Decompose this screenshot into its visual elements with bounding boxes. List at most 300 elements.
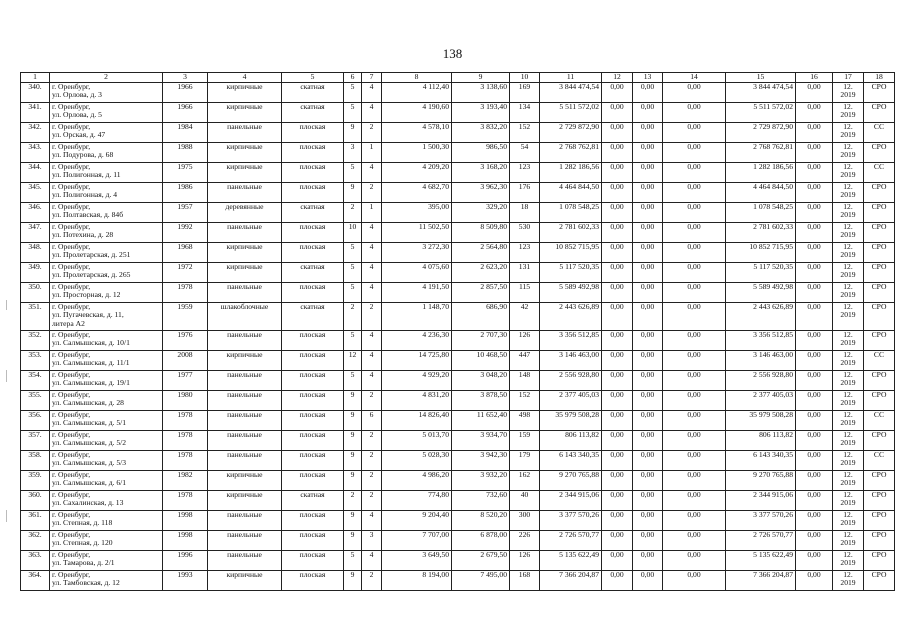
regional-funds-cell: 0,00	[633, 282, 663, 302]
address-line: г. Оренбург,	[52, 390, 91, 399]
other-funds-cell: 0,00	[796, 222, 833, 242]
address-line: ул. Подурова, д. 68	[52, 150, 114, 160]
column-number-header: 17	[833, 73, 864, 83]
floors-cell: 5	[344, 282, 362, 302]
fund-method-cell: СРО	[864, 202, 895, 222]
total-cost-cell: 5 117 520,35	[540, 262, 602, 282]
total-cost-cell: 2 726 570,77	[540, 530, 602, 550]
other-funds-cell: 0,00	[796, 550, 833, 570]
completion-date-cell	[833, 390, 864, 410]
header-row	[21, 73, 895, 83]
wall-material-cell: панельные	[208, 370, 282, 390]
address-line: ул. Просторная, д. 12	[52, 290, 121, 300]
total-area-cell: 8 194,00	[382, 570, 452, 590]
residents-cell: 498	[510, 410, 540, 430]
federal-funds-cell: 0,00	[602, 262, 633, 282]
total-cost-cell: 9 270 765,88	[540, 470, 602, 490]
address-cell	[50, 102, 163, 122]
roof-type-cell: плоская	[282, 370, 344, 390]
address-cell	[50, 302, 163, 330]
table-row	[21, 550, 895, 570]
completion-year: 2019	[840, 498, 856, 508]
address-line: г. Оренбург,	[52, 242, 91, 251]
municipal-funds-cell: 0,00	[663, 410, 726, 430]
completion-month: 12.	[843, 330, 853, 339]
federal-funds-cell: 0,00	[602, 242, 633, 262]
fund-method-cell: СРО	[864, 142, 895, 162]
municipal-funds-cell: 0,00	[663, 142, 726, 162]
roof-type-cell: скатная	[282, 82, 344, 102]
regional-funds-cell: 0,00	[633, 222, 663, 242]
regional-funds-cell: 0,00	[633, 202, 663, 222]
address-line: ул. Полигонная, д. 11	[52, 170, 121, 180]
address-cell	[50, 330, 163, 350]
address-cell	[50, 470, 163, 490]
total-area-cell: 774,80	[382, 490, 452, 510]
table-row	[21, 410, 895, 430]
table-row	[21, 450, 895, 470]
year-built-cell: 1978	[163, 282, 208, 302]
floors-cell: 10	[344, 222, 362, 242]
regional-funds-cell: 0,00	[633, 242, 663, 262]
table-row	[21, 490, 895, 510]
completion-month: 12.	[843, 350, 853, 359]
municipal-funds-cell: 0,00	[663, 430, 726, 450]
floors-cell: 9	[344, 470, 362, 490]
total-cost-cell: 2 768 762,81	[540, 142, 602, 162]
completion-month: 12.	[843, 282, 853, 291]
federal-funds-cell: 0,00	[602, 350, 633, 370]
total-cost-cell: 2 344 915,06	[540, 490, 602, 510]
completion-year: 2019	[840, 210, 856, 220]
completion-year: 2019	[840, 338, 856, 348]
completion-month: 12.	[843, 510, 853, 519]
fund-method-cell: СРО	[864, 550, 895, 570]
other-funds-cell: 0,00	[796, 510, 833, 530]
federal-funds-cell: 0,00	[602, 330, 633, 350]
other-funds-cell: 0,00	[796, 302, 833, 330]
entrances-cell: 1	[362, 142, 382, 162]
row-number: 354.	[21, 370, 50, 390]
completion-date-cell	[833, 450, 864, 470]
owner-funds-cell: 5 511 572,02	[726, 102, 796, 122]
roof-type-cell: скатная	[282, 302, 344, 330]
other-funds-cell: 0,00	[796, 82, 833, 102]
regional-funds-cell: 0,00	[633, 570, 663, 590]
row-number: 353.	[21, 350, 50, 370]
completion-month: 12.	[843, 390, 853, 399]
other-funds-cell: 0,00	[796, 410, 833, 430]
residents-cell: 40	[510, 490, 540, 510]
completion-year: 2019	[840, 230, 856, 240]
federal-funds-cell: 0,00	[602, 222, 633, 242]
year-built-cell: 1998	[163, 530, 208, 550]
completion-date-cell	[833, 570, 864, 590]
completion-month: 12.	[843, 430, 853, 439]
federal-funds-cell: 0,00	[602, 82, 633, 102]
living-area-cell: 11 652,40	[452, 410, 510, 430]
wall-material-cell: панельные	[208, 510, 282, 530]
entrances-cell: 4	[362, 350, 382, 370]
address-line: ул. Орская, д. 47	[52, 130, 106, 140]
completion-date-cell	[833, 142, 864, 162]
roof-type-cell: плоская	[282, 330, 344, 350]
completion-year: 2019	[840, 170, 856, 180]
floors-cell: 5	[344, 262, 362, 282]
floors-cell: 5	[344, 162, 362, 182]
completion-date-cell	[833, 82, 864, 102]
completion-month: 12.	[843, 122, 853, 131]
row-number: 359.	[21, 470, 50, 490]
roof-type-cell: плоская	[282, 570, 344, 590]
municipal-funds-cell: 0,00	[663, 202, 726, 222]
regional-funds-cell: 0,00	[633, 550, 663, 570]
federal-funds-cell: 0,00	[602, 162, 633, 182]
regional-funds-cell: 0,00	[633, 82, 663, 102]
residents-cell: 148	[510, 370, 540, 390]
residents-cell: 126	[510, 330, 540, 350]
owner-funds-cell: 2 781 602,33	[726, 222, 796, 242]
owner-funds-cell: 2 768 762,81	[726, 142, 796, 162]
residents-cell: 126	[510, 550, 540, 570]
total-cost-cell: 2 377 405,03	[540, 390, 602, 410]
table-row	[21, 510, 895, 530]
floors-cell: 2	[344, 490, 362, 510]
owner-funds-cell: 35 979 508,28	[726, 410, 796, 430]
row-number: 342.	[21, 122, 50, 142]
living-area-cell: 329,20	[452, 202, 510, 222]
completion-year: 2019	[840, 398, 856, 408]
completion-date-cell	[833, 510, 864, 530]
total-cost-cell: 5 511 572,02	[540, 102, 602, 122]
address-cell	[50, 82, 163, 102]
address-cell	[50, 262, 163, 282]
column-number-header: 5	[282, 73, 344, 83]
year-built-cell: 1959	[163, 302, 208, 330]
completion-month: 12.	[843, 242, 853, 251]
roof-type-cell: плоская	[282, 450, 344, 470]
owner-funds-cell: 10 852 715,95	[726, 242, 796, 262]
wall-material-cell: кирпичные	[208, 162, 282, 182]
completion-date-cell	[833, 430, 864, 450]
address-line: ул. Степная, д. 120	[52, 538, 113, 548]
address-line: г. Оренбург,	[52, 282, 91, 291]
municipal-funds-cell: 0,00	[663, 302, 726, 330]
roof-type-cell: скатная	[282, 262, 344, 282]
fund-method-cell: СРО	[864, 330, 895, 350]
year-built-cell: 1984	[163, 122, 208, 142]
fund-method-cell: СРО	[864, 222, 895, 242]
total-area-cell: 4 682,70	[382, 182, 452, 202]
residents-cell: 152	[510, 390, 540, 410]
total-cost-cell: 3 377 570,26	[540, 510, 602, 530]
fund-method-cell: СРО	[864, 430, 895, 450]
regional-funds-cell: 0,00	[633, 122, 663, 142]
regional-funds-cell: 0,00	[633, 162, 663, 182]
completion-month: 12.	[843, 102, 853, 111]
owner-funds-cell: 1 078 548,25	[726, 202, 796, 222]
municipal-funds-cell: 0,00	[663, 470, 726, 490]
completion-month: 12.	[843, 550, 853, 559]
completion-date-cell	[833, 122, 864, 142]
living-area-cell: 3 932,20	[452, 470, 510, 490]
residents-cell: 134	[510, 102, 540, 122]
municipal-funds-cell: 0,00	[663, 162, 726, 182]
roof-type-cell: скатная	[282, 202, 344, 222]
living-area-cell: 3 942,30	[452, 450, 510, 470]
entrances-cell: 4	[362, 82, 382, 102]
wall-material-cell: кирпичные	[208, 102, 282, 122]
total-area-cell: 4 112,40	[382, 82, 452, 102]
municipal-funds-cell: 0,00	[663, 490, 726, 510]
floors-cell: 2	[344, 302, 362, 330]
federal-funds-cell: 0,00	[602, 530, 633, 550]
entrances-cell: 6	[362, 410, 382, 430]
total-area-cell: 4 190,60	[382, 102, 452, 122]
floors-cell: 2	[344, 202, 362, 222]
floors-cell: 5	[344, 242, 362, 262]
row-number: 363.	[21, 550, 50, 570]
residents-cell: 42	[510, 302, 540, 330]
other-funds-cell: 0,00	[796, 330, 833, 350]
total-cost-cell: 5 589 492,98	[540, 282, 602, 302]
living-area-cell: 686,90	[452, 302, 510, 330]
residents-cell: 54	[510, 142, 540, 162]
roof-type-cell: плоская	[282, 182, 344, 202]
entrances-cell: 2	[362, 302, 382, 330]
municipal-funds-cell: 0,00	[663, 182, 726, 202]
completion-date-cell	[833, 410, 864, 430]
roof-type-cell: плоская	[282, 430, 344, 450]
table-row	[21, 430, 895, 450]
roof-type-cell: плоская	[282, 550, 344, 570]
year-built-cell: 1992	[163, 222, 208, 242]
municipal-funds-cell: 0,00	[663, 82, 726, 102]
address-line: ул. Салмышская, д. 10/1	[52, 338, 130, 348]
row-number: 361.	[21, 510, 50, 530]
regional-funds-cell: 0,00	[633, 262, 663, 282]
total-area-cell: 11 502,50	[382, 222, 452, 242]
total-area-cell: 3 272,30	[382, 242, 452, 262]
regional-funds-cell: 0,00	[633, 510, 663, 530]
row-number: 346.	[21, 202, 50, 222]
address-cell	[50, 350, 163, 370]
total-area-cell: 4 209,20	[382, 162, 452, 182]
completion-year: 2019	[840, 438, 856, 448]
floors-cell: 12	[344, 350, 362, 370]
entrances-cell: 2	[362, 122, 382, 142]
total-cost-cell: 1 078 548,25	[540, 202, 602, 222]
address-line: г. Оренбург,	[52, 262, 91, 271]
owner-funds-cell: 2 377 405,03	[726, 390, 796, 410]
owner-funds-cell: 806 113,82	[726, 430, 796, 450]
table-row	[21, 282, 895, 302]
column-number-header: 16	[796, 73, 833, 83]
year-built-cell: 1988	[163, 142, 208, 162]
completion-month: 12.	[843, 302, 853, 311]
federal-funds-cell: 0,00	[602, 282, 633, 302]
row-number: 343.	[21, 142, 50, 162]
column-number-header: 8	[382, 73, 452, 83]
municipal-funds-cell: 0,00	[663, 242, 726, 262]
address-line: ул. Потехина, д. 28	[52, 230, 114, 240]
row-number: 360.	[21, 490, 50, 510]
table-row	[21, 142, 895, 162]
column-number-header: 6	[344, 73, 362, 83]
fund-method-cell: СРО	[864, 262, 895, 282]
row-number: 351.	[21, 302, 50, 330]
regional-funds-cell: 0,00	[633, 370, 663, 390]
row-number: 356.	[21, 410, 50, 430]
completion-year: 2019	[840, 270, 856, 280]
owner-funds-cell: 3 146 463,00	[726, 350, 796, 370]
regional-funds-cell: 0,00	[633, 182, 663, 202]
fund-method-cell: СС	[864, 410, 895, 430]
completion-date-cell	[833, 490, 864, 510]
floors-cell: 9	[344, 570, 362, 590]
wall-material-cell: шлакоблочные	[208, 302, 282, 330]
completion-month: 12.	[843, 162, 853, 171]
fund-method-cell: СРО	[864, 530, 895, 550]
housing-registry-table	[20, 72, 895, 591]
address-line: г. Оренбург,	[52, 470, 91, 479]
address-line: г. Оренбург,	[52, 330, 91, 339]
year-built-cell: 1998	[163, 510, 208, 530]
total-cost-cell: 7 366 204,87	[540, 570, 602, 590]
address-cell	[50, 410, 163, 430]
address-line: г. Оренбург,	[52, 182, 91, 191]
owner-funds-cell: 9 270 765,88	[726, 470, 796, 490]
municipal-funds-cell: 0,00	[663, 530, 726, 550]
wall-material-cell: кирпичные	[208, 242, 282, 262]
other-funds-cell: 0,00	[796, 262, 833, 282]
total-cost-cell: 2 729 872,90	[540, 122, 602, 142]
table-row	[21, 530, 895, 550]
federal-funds-cell: 0,00	[602, 102, 633, 122]
completion-year: 2019	[840, 578, 856, 588]
regional-funds-cell: 0,00	[633, 142, 663, 162]
owner-funds-cell: 4 464 844,50	[726, 182, 796, 202]
living-area-cell: 3 962,30	[452, 182, 510, 202]
entrances-cell: 2	[362, 570, 382, 590]
completion-month: 12.	[843, 82, 853, 91]
residents-cell: 168	[510, 570, 540, 590]
address-cell	[50, 390, 163, 410]
address-line: г. Оренбург,	[52, 82, 91, 91]
address-line: ул. Пролетарская, д. 251	[52, 250, 131, 260]
total-area-cell: 4 075,60	[382, 262, 452, 282]
address-line: ул. Салмышская, д. 6/1	[52, 478, 127, 488]
floors-cell: 9	[344, 450, 362, 470]
total-cost-cell: 4 464 844,50	[540, 182, 602, 202]
entrances-cell: 4	[362, 242, 382, 262]
row-number: 349.	[21, 262, 50, 282]
address-line: г. Оренбург,	[52, 550, 91, 559]
other-funds-cell: 0,00	[796, 102, 833, 122]
total-area-cell: 9 204,40	[382, 510, 452, 530]
year-built-cell: 1977	[163, 370, 208, 390]
municipal-funds-cell: 0,00	[663, 450, 726, 470]
address-line: ул. Орлова, д. 3	[52, 90, 102, 100]
completion-date-cell	[833, 282, 864, 302]
fund-method-cell: СРО	[864, 102, 895, 122]
column-number-header: 13	[633, 73, 663, 83]
entrances-cell: 2	[362, 182, 382, 202]
total-area-cell: 4 191,50	[382, 282, 452, 302]
fund-method-cell: СС	[864, 450, 895, 470]
total-cost-cell: 6 143 340,35	[540, 450, 602, 470]
address-line: г. Оренбург,	[52, 102, 91, 111]
federal-funds-cell: 0,00	[602, 370, 633, 390]
address-line: г. Оренбург,	[52, 570, 91, 579]
address-line: г. Оренбург,	[52, 142, 91, 151]
total-cost-cell: 2 781 602,33	[540, 222, 602, 242]
row-number: 340.	[21, 82, 50, 102]
other-funds-cell: 0,00	[796, 390, 833, 410]
address-cell	[50, 202, 163, 222]
address-line: ул. Орлова, д. 5	[52, 110, 102, 120]
column-number-header: 9	[452, 73, 510, 83]
entrances-cell: 4	[362, 510, 382, 530]
residents-cell: 123	[510, 242, 540, 262]
municipal-funds-cell: 0,00	[663, 370, 726, 390]
completion-date-cell	[833, 370, 864, 390]
residents-cell: 176	[510, 182, 540, 202]
residents-cell: 226	[510, 530, 540, 550]
owner-funds-cell: 5 135 622,49	[726, 550, 796, 570]
completion-year: 2019	[840, 110, 856, 120]
municipal-funds-cell: 0,00	[663, 122, 726, 142]
completion-date-cell	[833, 202, 864, 222]
floors-cell: 5	[344, 82, 362, 102]
regional-funds-cell: 0,00	[633, 430, 663, 450]
fund-method-cell: СРО	[864, 390, 895, 410]
address-line: г. Оренбург,	[52, 350, 91, 359]
fund-method-cell: СРО	[864, 182, 895, 202]
completion-year: 2019	[840, 90, 856, 100]
column-number-header: 1	[21, 73, 50, 83]
entrances-cell: 2	[362, 450, 382, 470]
address-line: ул. Полигонная, д. 4	[52, 190, 118, 200]
wall-material-cell: панельные	[208, 182, 282, 202]
federal-funds-cell: 0,00	[602, 490, 633, 510]
entrances-cell: 4	[362, 222, 382, 242]
completion-month: 12.	[843, 142, 853, 151]
entrances-cell: 3	[362, 530, 382, 550]
fund-method-cell: СРО	[864, 510, 895, 530]
completion-year: 2019	[840, 290, 856, 300]
total-area-cell: 4 578,10	[382, 122, 452, 142]
year-built-cell: 1978	[163, 430, 208, 450]
address-line: г. Оренбург,	[52, 510, 91, 519]
total-cost-cell: 3 146 463,00	[540, 350, 602, 370]
regional-funds-cell: 0,00	[633, 302, 663, 330]
fund-method-cell: СРО	[864, 570, 895, 590]
regional-funds-cell: 0,00	[633, 330, 663, 350]
other-funds-cell: 0,00	[796, 242, 833, 262]
roof-type-cell: плоская	[282, 162, 344, 182]
total-area-cell: 4 236,30	[382, 330, 452, 350]
residents-cell: 131	[510, 262, 540, 282]
other-funds-cell: 0,00	[796, 430, 833, 450]
floors-cell: 5	[344, 370, 362, 390]
roof-type-cell: плоская	[282, 122, 344, 142]
wall-material-cell: панельные	[208, 122, 282, 142]
regional-funds-cell: 0,00	[633, 530, 663, 550]
table-row	[21, 262, 895, 282]
owner-funds-cell: 2 729 872,90	[726, 122, 796, 142]
completion-year: 2019	[840, 418, 856, 428]
